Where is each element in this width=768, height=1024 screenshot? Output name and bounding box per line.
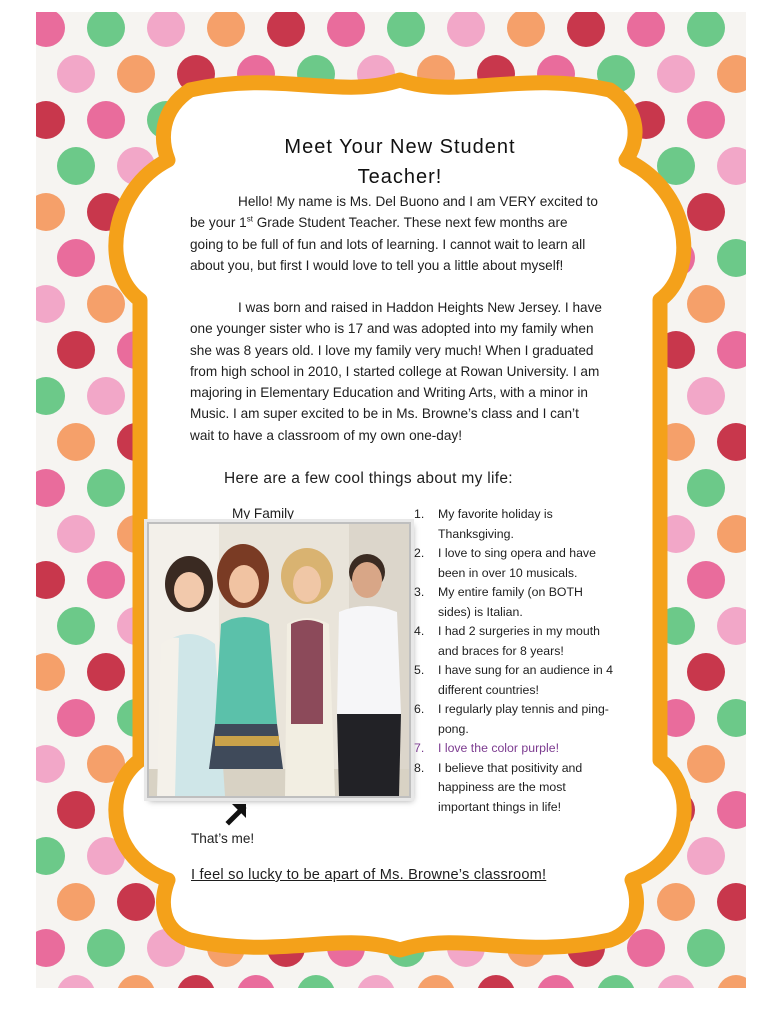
- fact-item: [414, 661, 614, 700]
- background-paragraph: [190, 297, 602, 446]
- fact-text: My entire family (on BOTH sides) is Italian.: [438, 585, 583, 619]
- family-photo: [147, 522, 411, 798]
- fact-text: I love the color purple!: [438, 741, 559, 755]
- fact-number: 5.: [414, 663, 425, 677]
- cool-things-heading: Here are a few cool things about my life:: [224, 470, 513, 487]
- intro-paragraph-text-a: Hello! My name is Ms. Del Buono and I am VERY excited to be your 1: [190, 194, 598, 231]
- intro-paragraph-text-b: Grade Student Teacher. These next few months are going to be full of fun and lots of learning. I cannot wait to learn all about you, but first I would love to tell you a little about myself!: [190, 215, 586, 273]
- fact-text: I love to sing opera and have been in over 10 musicals.: [438, 546, 596, 580]
- cool-facts-list: [414, 505, 614, 817]
- fact-number: 8.: [414, 760, 425, 775]
- thats-me-caption: That’s me!: [191, 831, 255, 846]
- fact-item: [414, 739, 614, 759]
- fact-text: My favorite holiday is Thanksgiving.: [438, 507, 553, 541]
- page-title: [190, 132, 610, 192]
- fact-item: [414, 583, 614, 622]
- fact-item: [414, 622, 614, 661]
- fact-item: [414, 505, 614, 544]
- fact-number: 2.: [414, 546, 425, 560]
- fact-item: [414, 544, 614, 583]
- family-photo-illustration: [149, 524, 409, 796]
- arrow-up-right-icon: [224, 800, 250, 826]
- fact-item: [414, 700, 614, 739]
- fact-number: 3.: [414, 585, 425, 599]
- fact-text: I had 2 surgeries in my mouth and braces for 8 years!: [438, 624, 600, 658]
- fact-text: I have sung for an audience in 4 different countries!: [438, 663, 614, 697]
- fact-number: 6.: [414, 702, 425, 716]
- fact-text: I believe that positivity and happiness are the most important things in life!: [438, 760, 583, 814]
- fact-number: 1.: [414, 507, 425, 521]
- title-line-1: Meet Your New Student: [284, 136, 516, 158]
- intro-paragraph: [190, 191, 602, 276]
- fact-text: I regularly play tennis and ping-pong.: [438, 702, 609, 736]
- family-photo-label: My Family: [232, 506, 294, 521]
- fact-number: 4.: [414, 624, 425, 638]
- closing-statement: I feel so lucky to be apart of Ms. Browne’s classroom!: [191, 867, 547, 883]
- title-line-2: Teacher!: [357, 166, 443, 188]
- fact-number: 7.: [414, 741, 425, 755]
- intro-paragraph-superscript: st: [246, 214, 253, 224]
- background-paragraph-text: I was born and raised in Haddon Heights New Jersey. I have one younger sister who is 17 and was adopted into my family when she was 8 years old. I love my family very much! When I graduated from high school in 2010, I started college at Rowan University. I am majoring in Elementary Education and Writing Arts, with a minor in Music. I am super excited to be in Ms. Browne’s class and I can’t wait to have a classroom of my own one-day!: [190, 300, 602, 443]
- fact-item: [414, 759, 614, 818]
